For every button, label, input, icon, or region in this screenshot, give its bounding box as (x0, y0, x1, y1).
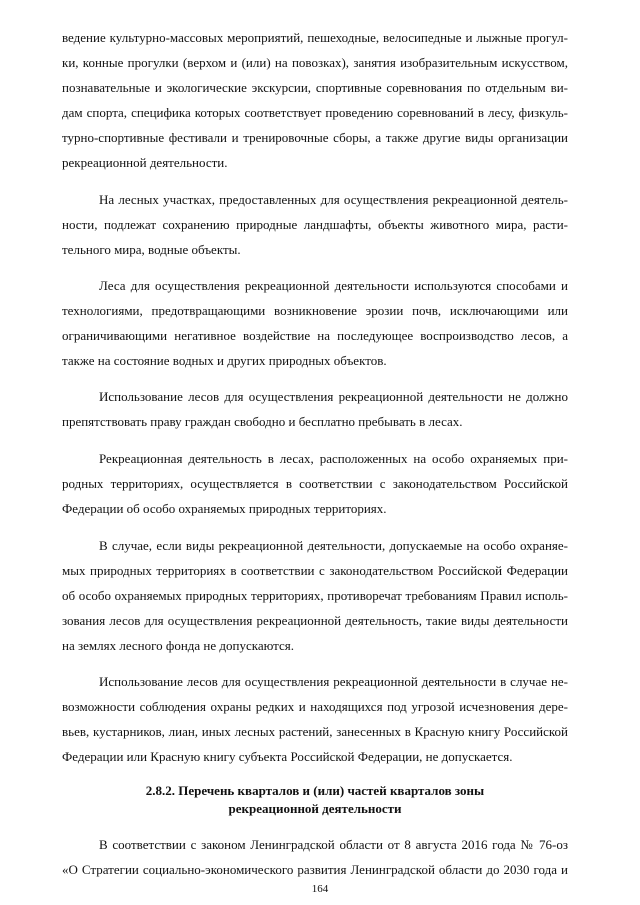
final-paragraph-line-2: «О Стратегии социально-экономического развития Ленинградской области до 2030 года и (62, 862, 568, 877)
paragraph-3-line-1: Леса для осуществления рекреационной деятельности используются способами и (99, 278, 568, 293)
paragraph-6-line-2: мых природных территориях в соответствии с законодательством Российской Федерации (62, 563, 568, 578)
paragraph-6-line-3: об особо охраняемых природных территориях, противоречат требованиям Правил исполь- (62, 588, 568, 603)
paragraph-3-line-4: также на состояние водных и других природных объектов. (62, 353, 387, 368)
paragraph-1-line-1: ведение культурно-массовых мероприятий, пешеходные, велосипедные и лыжные прогул- (62, 30, 568, 45)
paragraph-5-line-3: Федерации об особо охраняемых природных территориях. (62, 501, 387, 516)
paragraph-2-line-1: На лесных участках, предоставленных для осуществления рекреационной деятель- (99, 192, 568, 207)
paragraph-7-line-2: возможности соблюдения охраны редких и находящихся под угрозой исчезновения дере- (62, 699, 568, 714)
page-number: 164 (311, 883, 329, 895)
paragraph-4-line-2: препятствовать праву граждан свободно и бесплатно пребывать в лесах. (62, 414, 463, 429)
paragraph-1-line-2: ки, конные прогулки (верхом и (или) на повозках), занятия изобразительным искусством, (62, 55, 568, 70)
section-heading-line-2: рекреационной деятельности (228, 801, 402, 816)
paragraph-7-line-1: Использование лесов для осуществления рекреационной деятельности в случае не- (99, 674, 568, 689)
paragraph-7-line-3: вьев, кустарников, лиан, иных лесных растений, занесенных в Красную книгу Российской (62, 724, 568, 739)
paragraph-7-line-4: Федерации или Красную книгу субъекта Российской Федерации, не допускается. (62, 749, 513, 764)
paragraph-3-line-3: ограничивающими негативное воздействие на последующее воспроизводство лесов, а (62, 328, 568, 343)
section-heading-line-1: 2.8.2. Перечень кварталов и (или) частей кварталов зоны (145, 783, 485, 798)
paragraph-6-line-1: В случае, если виды рекреационной деятельности, допускаемые на особо охраняе- (99, 538, 568, 553)
paragraph-6-line-5: на землях лесного фонда не допускаются. (62, 638, 294, 653)
paragraph-5-line-1: Рекреационная деятельность в лесах, расположенных на особо охраняемых при- (99, 451, 568, 466)
paragraph-1-line-3: познавательные и экологические экскурсии, спортивные соревнования по отдельным ви- (62, 80, 568, 95)
paragraph-2-line-3: тельного мира, водные объекты. (62, 242, 241, 257)
paragraph-2-line-2: ности, подлежат сохранению природные ландшафты, объекты животного мира, расти- (62, 217, 568, 232)
paragraph-1-line-5: турно-спортивные фестивали и тренировочные сборы, а также другие виды организации (62, 130, 568, 145)
paragraph-5-line-2: родных территориях, осуществляется в соответствии с законодательством Российской (62, 476, 568, 491)
paragraph-3-line-2: технологиями, предотвращающими возникновение эрозии почв, исключающими или (62, 303, 568, 318)
paragraph-1-line-4: дам спорта, специфика которых соответствует проведению соревнований в лесу, физкуль- (62, 105, 568, 120)
paragraph-1-line-6: рекреационной деятельности. (62, 155, 228, 170)
paragraph-4-line-1: Использование лесов для осуществления рекреационной деятельности не должно (99, 389, 568, 404)
paragraph-6-line-4: зования лесов для осуществления рекреационной деятельность, такие виды деятельности (62, 613, 568, 628)
final-paragraph-line-1: В соответствии с законом Ленинградской области от 8 августа 2016 года № 76-оз (99, 837, 568, 852)
